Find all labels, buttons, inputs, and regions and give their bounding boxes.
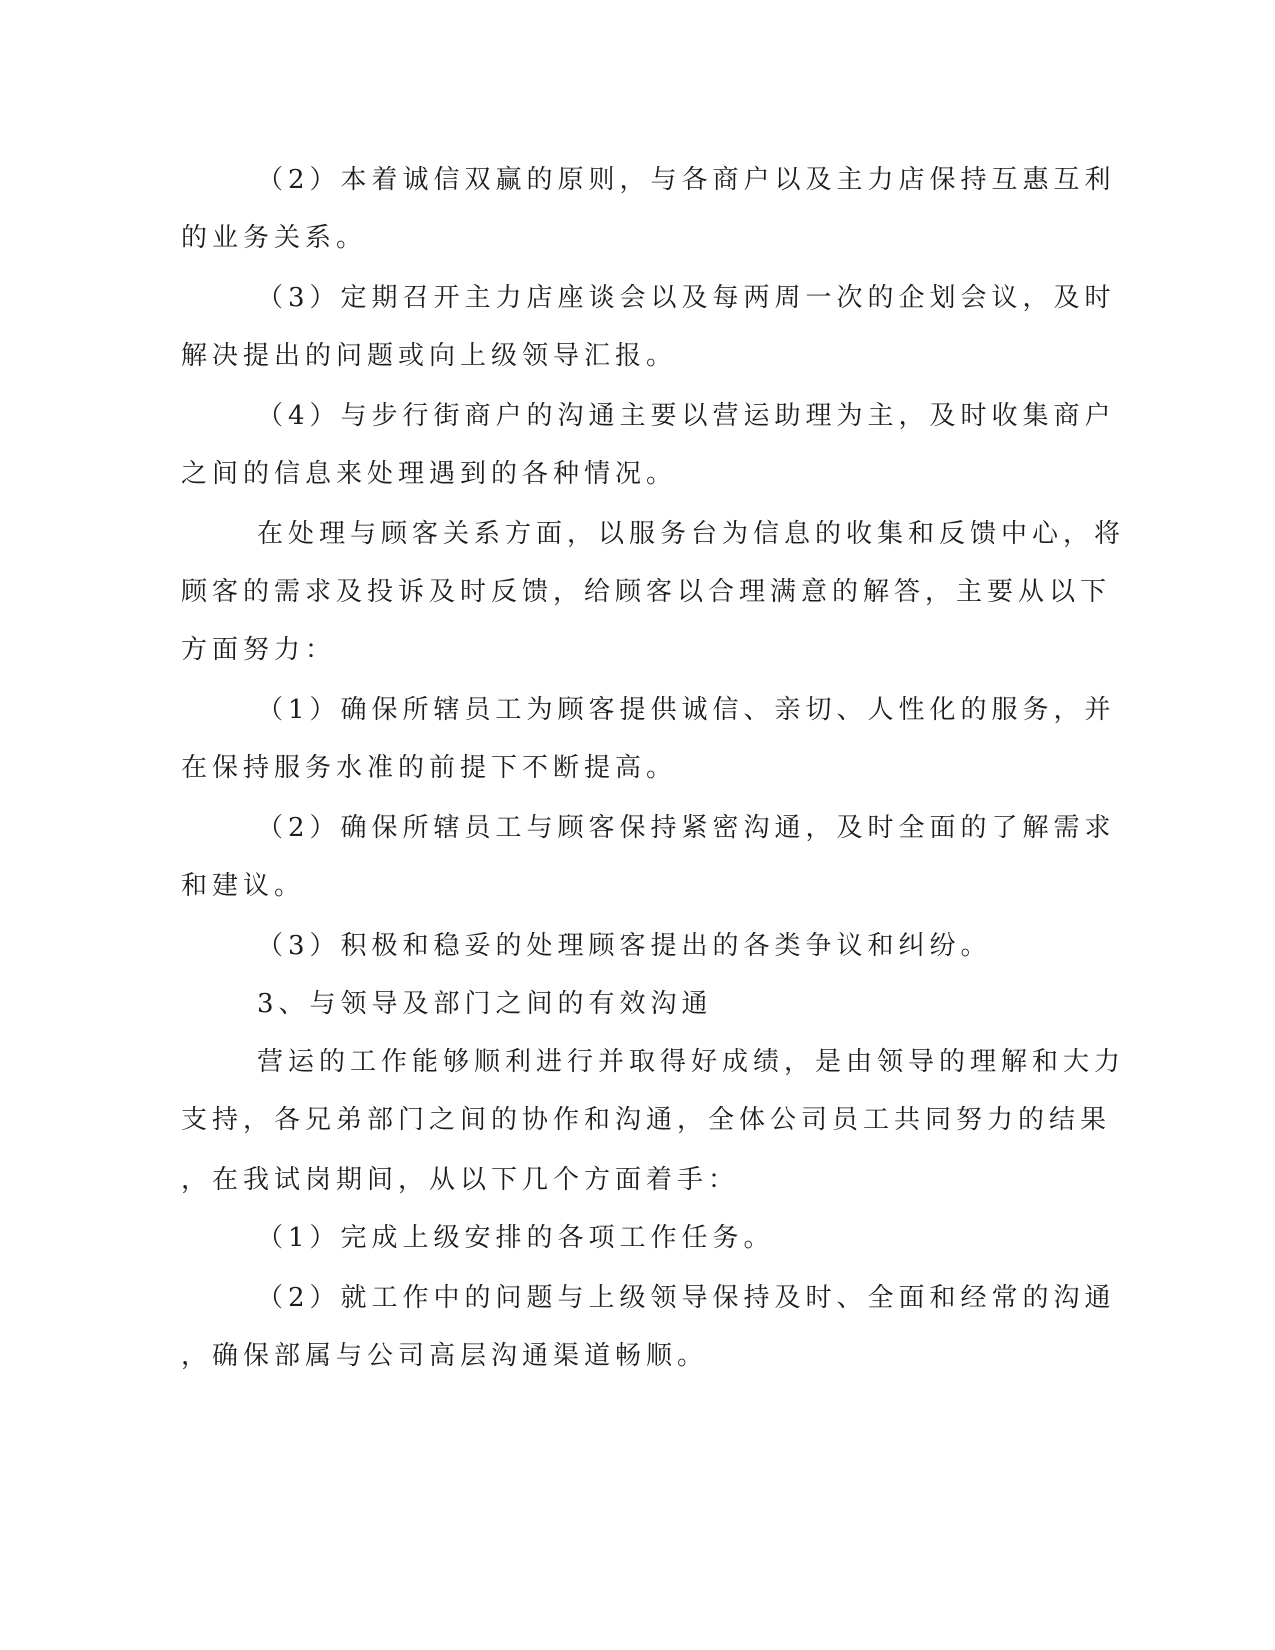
text-line: 营运的工作能够顺利进行并取得好成绩，是由领导的理解和大力 [257, 1047, 1126, 1077]
text-line: （3）积极和稳妥的处理顾客提出的各类争议和纠纷。 [257, 931, 992, 961]
text-line: 顾客的需求及投诉及时反馈，给顾客以合理满意的解答，主要从以下 [181, 577, 1112, 607]
text-line: 在保持服务水准的前提下不断提高。 [181, 753, 678, 783]
text-line: 之间的信息来处理遇到的各种情况。 [181, 459, 678, 489]
text-line: ，确保部属与公司高层沟通渠道畅顺。 [181, 1341, 709, 1371]
text-line: （3）定期召开主力店座谈会以及每两周一次的企划会议，及时 [257, 283, 1116, 313]
text-line: ，在我试岗期间，从以下几个方面着手： [181, 1165, 740, 1195]
section-heading: 3、与领导及部门之间的有效沟通 [257, 989, 713, 1019]
text-line: （1）确保所辖员工为顾客提供诚信、亲切、人性化的服务，并 [257, 695, 1116, 725]
text-line: 支持，各兄弟部门之间的协作和沟通，全体公司员工共同努力的结果 [181, 1105, 1112, 1135]
text-line: （2）就工作中的问题与上级领导保持及时、全面和经常的沟通 [257, 1283, 1116, 1313]
text-line: （2）确保所辖员工与顾客保持紧密沟通，及时全面的了解需求 [257, 813, 1116, 843]
text-line: 和建议。 [181, 871, 306, 901]
text-line: 方面努力： [181, 635, 337, 665]
text-line: （1）完成上级安排的各项工作任务。 [257, 1223, 775, 1253]
text-line: 在处理与顾客关系方面，以服务台为信息的收集和反馈中心，将 [257, 519, 1126, 549]
text-line: 的业务关系。 [181, 223, 368, 253]
text-line: （2）本着诚信双赢的原则，与各商户以及主力店保持互惠互利 [257, 165, 1116, 195]
text-line: （4）与步行街商户的沟通主要以营运助理为主，及时收集商户 [257, 401, 1116, 431]
text-line: 解决提出的问题或向上级领导汇报。 [181, 341, 678, 371]
